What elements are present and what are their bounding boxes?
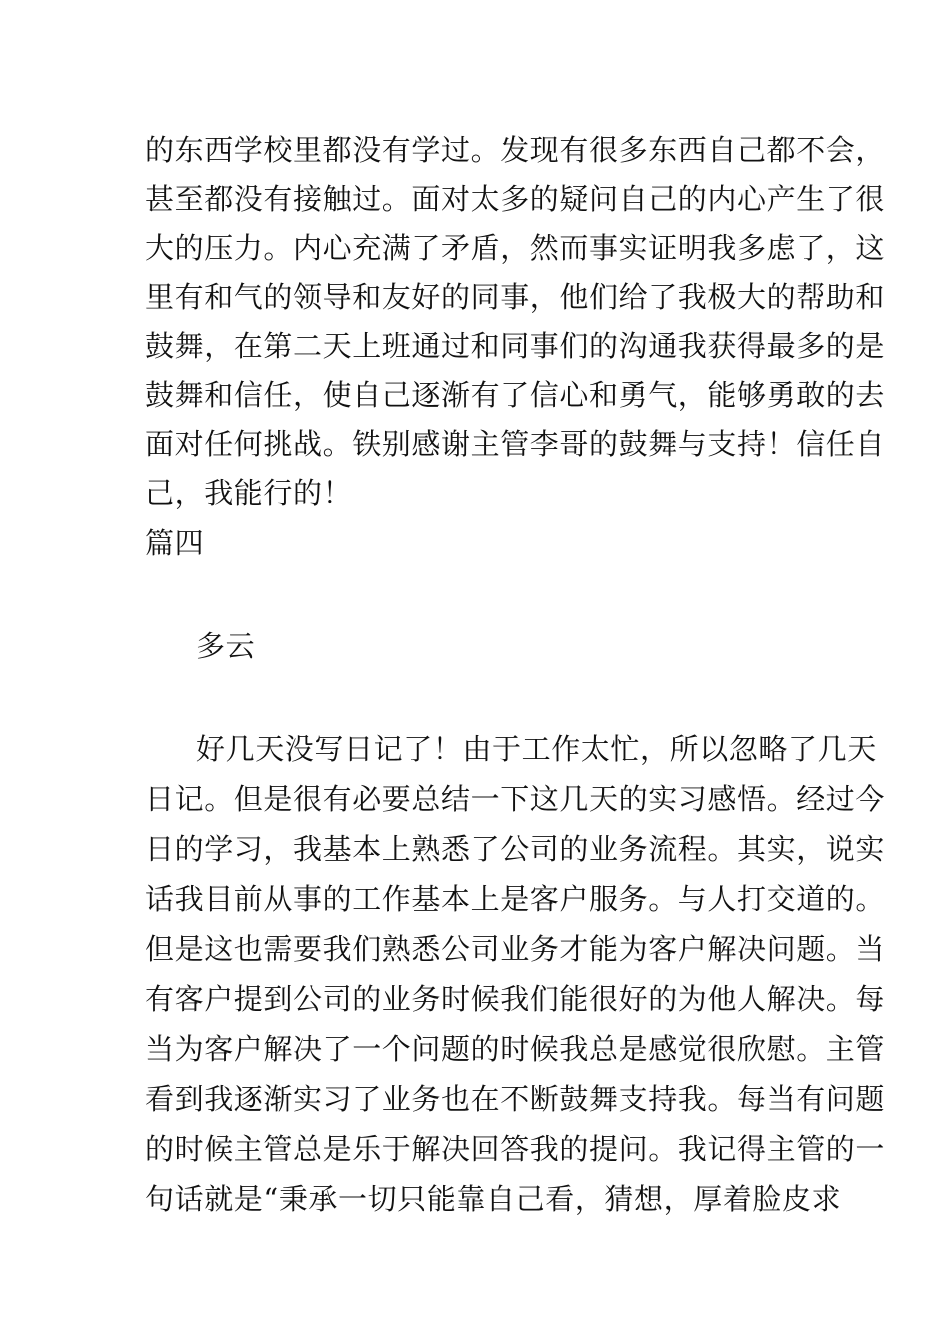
paragraph-line: 句话就是“秉承一切只能靠自己看，猜想，厚着脸皮求 xyxy=(145,1182,842,1216)
paragraph-line: 日记。但是很有必要总结一下这几天的实习感悟。经过今 xyxy=(145,782,886,816)
paragraph-line: 话我目前从事的工作基本上是客户服务。与人打交道的。 xyxy=(145,882,886,916)
paragraph-line: 大的压力。内心充满了矛盾，然而事实证明我多虑了，这 xyxy=(145,231,886,265)
paragraph-line: 鼓舞和信任，使自己逐渐有了信心和勇气，能够勇敢的去 xyxy=(145,378,886,412)
paragraph-line: 的东西学校里都没有学过。发现有很多东西自己都不会， xyxy=(145,133,886,167)
paragraph-line: 但是这也需要我们熟悉公司业务才能为客户解决问题。当 xyxy=(145,932,886,966)
paragraph-line: 己，我能行的！ xyxy=(145,476,353,510)
weather-label: 多云 xyxy=(196,629,256,663)
paragraph-line: 甚至都没有接触过。面对太多的疑问自己的内心产生了很 xyxy=(145,182,886,216)
section-title: 篇四 xyxy=(145,526,205,560)
paragraph-line: 里有和气的领导和友好的同事，他们给了我极大的帮助和 xyxy=(145,280,886,314)
paragraph-line: 有客户提到公司的业务时候我们能很好的为他人解决。每 xyxy=(145,982,886,1016)
paragraph-line: 好几天没写日记了！由于工作太忙，所以忽略了几天 xyxy=(196,732,877,766)
paragraph-line: 当为客户解决了一个问题的时候我总是感觉很欣慰。主管 xyxy=(145,1032,886,1066)
paragraph-line: 看到我逐渐实习了业务也在不断鼓舞支持我。每当有问题 xyxy=(145,1082,886,1116)
paragraph-line: 日的学习，我基本上熟悉了公司的业务流程。其实，说实 xyxy=(145,832,886,866)
paragraph-line: 面对任何挑战。铁别感谢主管李哥的鼓舞与支持！信任自 xyxy=(145,427,886,461)
paragraph-line: 的时候主管总是乐于解决回答我的提问。我记得主管的一 xyxy=(145,1132,886,1166)
paragraph-line: 鼓舞，在第二天上班通过和同事们的沟通我获得最多的是 xyxy=(145,329,886,363)
